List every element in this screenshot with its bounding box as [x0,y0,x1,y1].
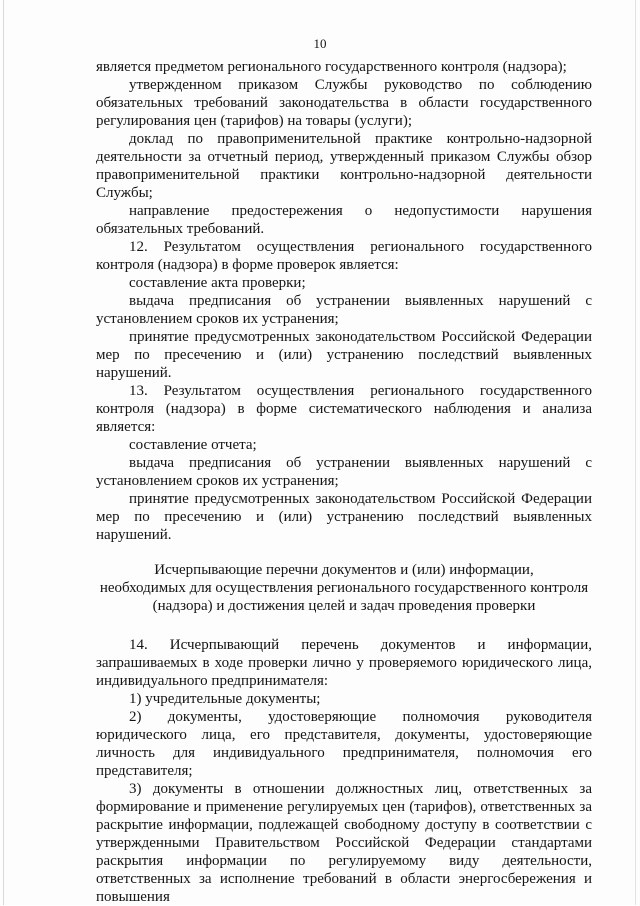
section-heading-line: необходимых для осуществления регионального государственного контроля [99,580,589,596]
paragraph: принятие предусмотренных законодательством Российской Федерации мер по пресечению и (или) устранению последствий выявленных нарушений. [96,491,592,543]
list-item: 1) учредительные документы; [129,691,321,707]
paragraph: выдача предписания об устранении выявленных нарушений с установлением сроков их устранения; [96,293,592,327]
document-body [96,58,592,906]
paragraph: доклад по правоприменительной практике контрольно-надзорной деятельности за отчетный период, утвержденный приказом Службы обзор правоприменительной практики контрольно-надзорной деятельности Службы; [96,131,592,201]
paragraph: направление предостережения о недопустимости нарушения обязательных требований. [96,203,592,237]
page-number: 10 [313,36,327,51]
section-heading-line: (надзора) и достижения целей и задач проведения проверки [152,598,536,614]
section-heading-line: Исчерпывающие перечни документов и (или) информации, [154,562,534,578]
paragraph: составление отчета; [129,437,257,453]
paragraph: 12. Результатом осуществления регионального государственного контроля (надзора) в форме проверок является: [96,239,592,273]
scan-edge-left [3,0,4,905]
section-heading [96,561,592,615]
scan-edge-right [635,0,636,905]
paragraph: принятие предусмотренных законодательством Российской Федерации мер по пресечению и (или) устранению последствий выявленных нарушений. [96,329,592,381]
paragraph: составление акта проверки; [129,275,306,291]
list-item: 3) документы в отношении должностных лиц, ответственных за формирование и применение регулируемых цен (тарифов), ответственных за раскрытие информации, подлежащей свободному доступу в соответствии с утвержденными Правительством Российской Федерации стандартами раскрытия информации по регулируемому виду деятельности, ответственных за исполнение требований в области энергосбережения и повышения [96,781,592,905]
paragraph: 14. Исчерпывающий перечень документов и информации, запрашиваемых в ходе проверки лично у проверяемого юридического лица, индивидуального предпринимателя: [96,637,592,689]
paragraph: является предметом регионального государственного контроля (надзора); [96,59,567,75]
list-item: 2) документы, удостоверяющие полномочия руководителя юридического лица, его представителя, документы, удостоверяющие личность для индивидуального предпринимателя, полномочия его представителя; [96,709,592,779]
paragraph: утвержденном приказом Службы руководство по соблюдению обязательных требований законодательства в области государственного регулирования цен (тарифов) на товары (услуги); [96,77,592,129]
paragraph: 13. Результатом осуществления регионального государственного контроля (надзора) в форме систематического наблюдения и анализа является: [96,383,592,435]
paragraph: выдача предписания об устранении выявленных нарушений с установлением сроков их устранения; [96,455,592,489]
